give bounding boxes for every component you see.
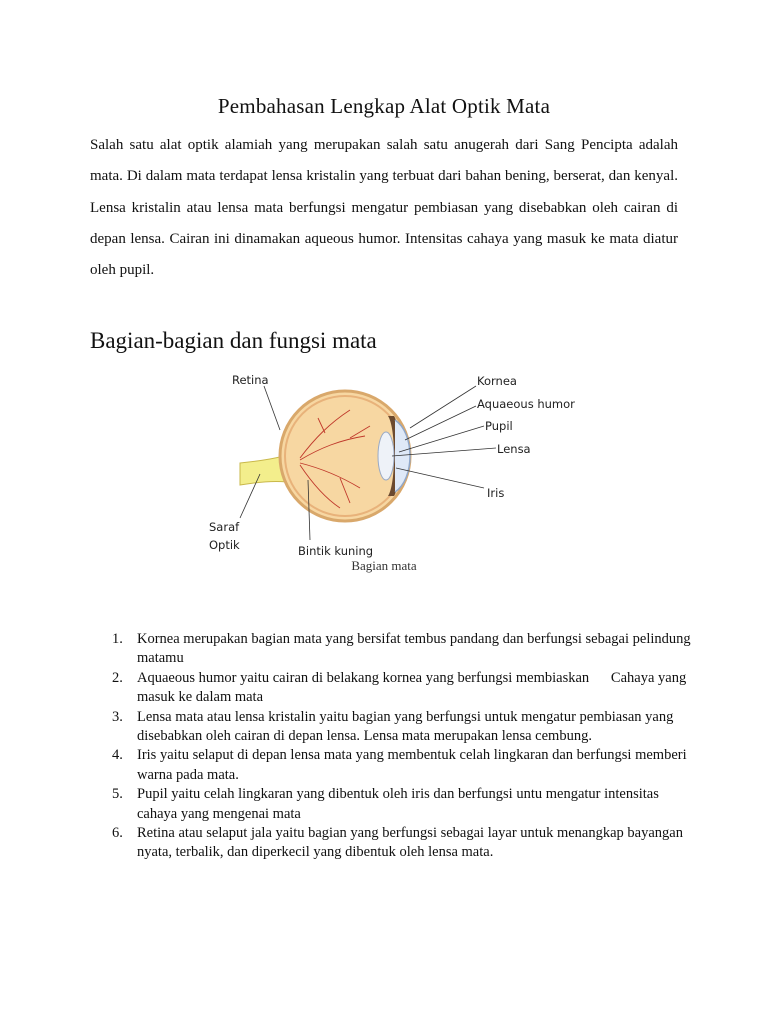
parts-list <box>112 630 692 863</box>
label-saraf: Saraf <box>209 520 240 534</box>
list-text: Lensa mata atau lensa kristalin yaitu bagian yang berfungsi untuk mengatur pembiasan yang disebabkan oleh cairan di depan lensa. Lensa mata merupakan lensa cembung. <box>137 708 674 745</box>
list-text: Iris yaitu selaput di depan lensa mata yang membentuk celah lingkaran dan berfungsi memberi warna pada mata. <box>137 747 687 783</box>
eye-diagram <box>200 368 580 580</box>
list-text: Aquaeous humor yaitu cairan di belakang kornea yang berfungsi membiaskan Cahaya yang masuk ke dalam mata <box>137 669 690 706</box>
label-pupil: Pupil <box>485 419 513 433</box>
label-iris: Iris <box>487 486 505 500</box>
list-number: 2. <box>112 669 123 686</box>
list-number: 4. <box>112 747 123 764</box>
list-item <box>112 708 692 747</box>
label-bintik-kuning: Bintik kuning <box>298 544 374 558</box>
list-number: 5. <box>112 786 123 803</box>
label-kornea: Kornea <box>477 374 517 388</box>
list-item <box>112 785 692 824</box>
list-item <box>112 669 692 708</box>
figure-caption: Bagian mata <box>351 558 417 573</box>
list-text: Kornea merupakan bagian mata yang bersifat tembus pandang dan berfungsi sebagai pelindung matamu <box>137 631 691 667</box>
section-heading: Bagian-bagian dan fungsi mata <box>90 328 377 353</box>
list-text: Pupil yaitu celah lingkaran yang dibentuk oleh iris dan berfungsi untu mengatur intensitas cahaya yang mengenai mata <box>137 786 659 822</box>
lens-shape <box>378 432 394 480</box>
label-optik: Optik <box>209 538 240 552</box>
list-number: 6. <box>112 825 123 842</box>
list-text: Retina atau selaput jala yaitu bagian yang berfungsi sebagai layar untuk menangkap bayangan nyata, terbalik, dan diperkecil yang dibentuk oleh lensa mata. <box>137 825 683 861</box>
label-retina: Retina <box>232 373 269 387</box>
list-number: 3. <box>112 708 123 725</box>
cornea-shape <box>395 420 410 492</box>
list-item <box>112 630 692 669</box>
list-item <box>112 746 692 785</box>
intro-paragraph: Salah satu alat optik alamiah yang merupakan salah satu anugerah dari Sang Pencipta adalah mata. Di dalam mata terdapat lensa kristalin yang terbuat dari bahan bening, berserat, dan kenyal. Lensa kristalin atau lensa mata berfungsi mengatur pembiasan yang disebabkan oleh cairan di depan lensa. Cairan ini dinamakan aqueous humor. Intensitas cahaya yang masuk ke mata diatur oleh pupil. <box>90 137 678 279</box>
list-item <box>112 824 692 863</box>
label-aquaeous-humor: Aquaeous humor <box>477 397 575 411</box>
page-title: Pembahasan Lengkap Alat Optik Mata <box>217 94 551 118</box>
list-number: 1. <box>112 631 123 647</box>
label-lensa: Lensa <box>497 442 531 456</box>
